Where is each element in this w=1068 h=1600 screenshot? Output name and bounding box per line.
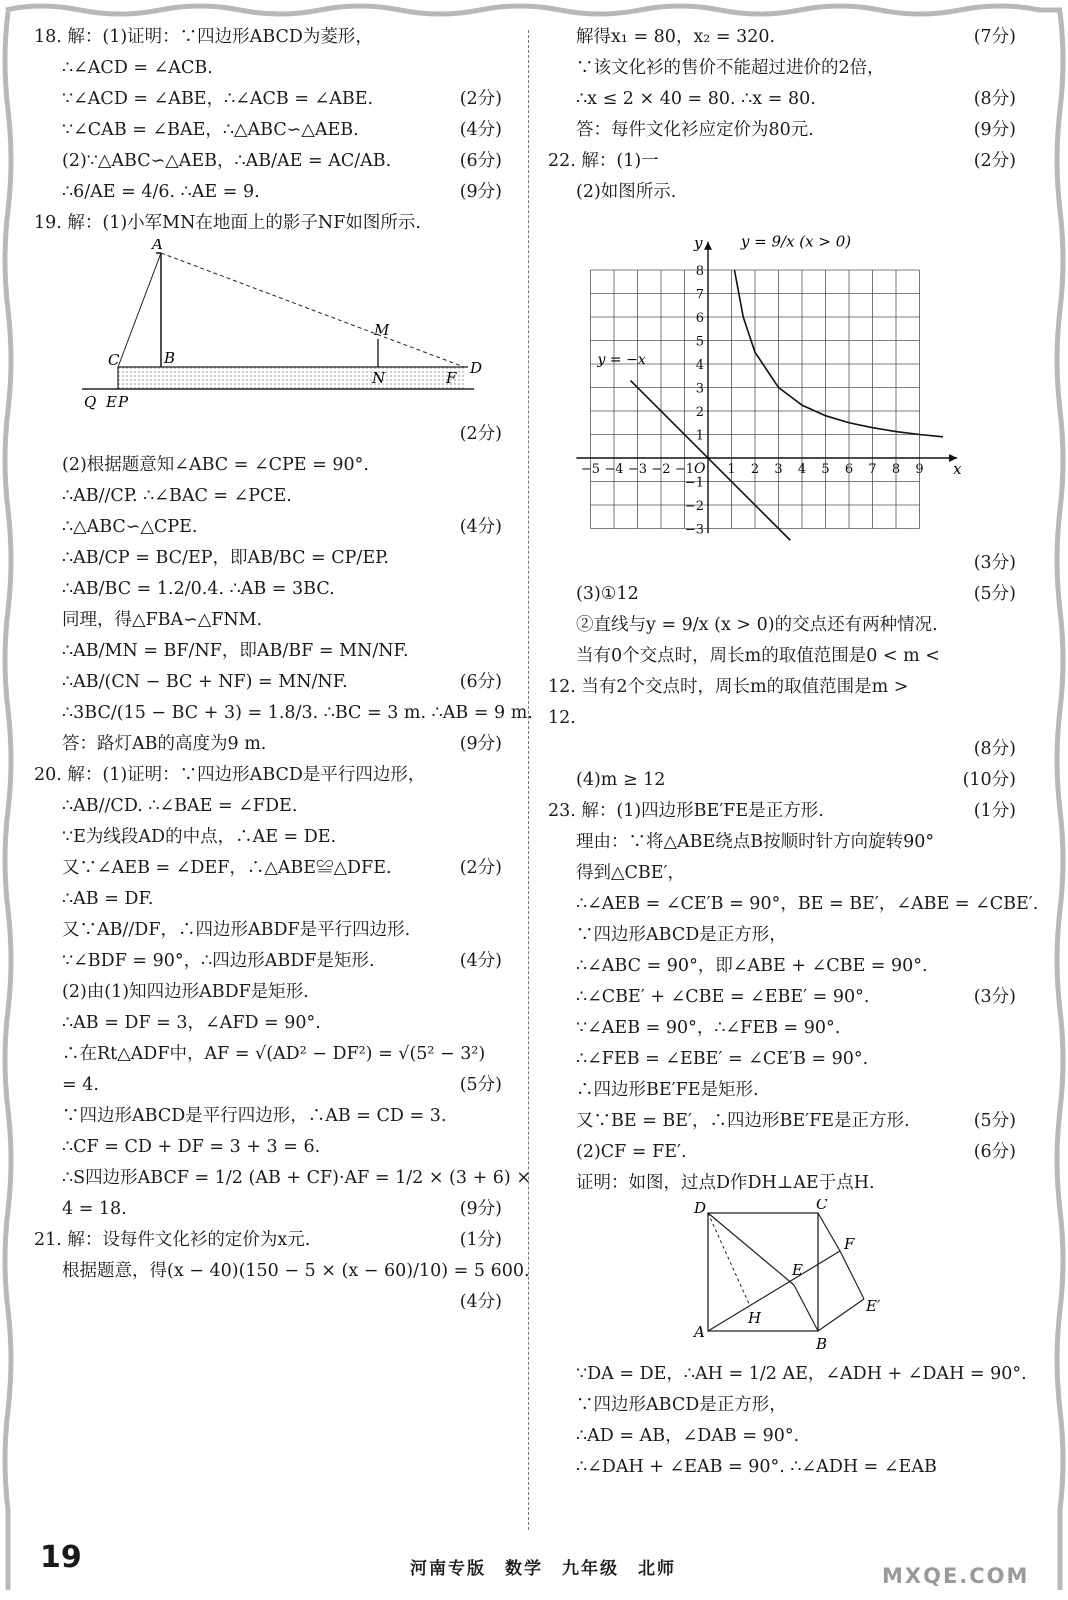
solution-line	[34, 512, 514, 543]
solution-line	[548, 734, 1028, 765]
left-column	[34, 22, 533, 1318]
label-E: E	[792, 1261, 803, 1279]
solution-line	[548, 858, 1028, 889]
solution-line	[34, 729, 514, 760]
watermark	[870, 1540, 1050, 1592]
score-mark: (6分)	[973, 1142, 1016, 1162]
label-E-prime: E′	[866, 1297, 881, 1315]
right-column	[548, 22, 1039, 1483]
line-y-neg-x	[627, 380, 790, 540]
solution-text: ∴∠ABC = 90°，即∠ABE + ∠CBE = 90°.	[576, 956, 928, 976]
solution-line	[548, 1044, 1028, 1075]
label-D: D	[470, 359, 483, 377]
question-22-rest	[548, 579, 1028, 796]
x-tick-label: 6	[844, 462, 854, 477]
solution-text: (4)m ≥ 12	[576, 770, 666, 790]
q19-heading-text: 19. 解：(1)小军MN在地面上的影子NF如图所示.	[34, 213, 421, 233]
label-A: A	[694, 1323, 705, 1341]
line-AC	[118, 253, 161, 367]
segment-E2B	[818, 1299, 864, 1331]
segment-DE	[708, 1213, 794, 1285]
light-ray-AD	[161, 253, 464, 367]
score-mark: (4分)	[459, 120, 502, 140]
book-series: 河南专版 数学 九年级 北师	[410, 1559, 676, 1579]
solution-text: ∵∠AEB = 90°，∴∠FEB = 90°.	[576, 1018, 841, 1038]
watermark-text: MXQE.COM	[882, 1564, 1030, 1588]
hyperbola-curve	[734, 270, 943, 437]
label-A: A	[152, 239, 163, 253]
label-D: D	[694, 1199, 707, 1217]
solution-line	[34, 636, 514, 667]
solution-line	[34, 1163, 531, 1194]
label-P: P	[118, 393, 129, 411]
segment-FE2	[840, 1251, 864, 1299]
solution-line	[34, 1101, 514, 1132]
solution-line	[548, 1137, 1028, 1168]
solution-text: 根据题意，得(x − 40)(150 − 5 × (x − 60)/10) = 5 600.	[62, 1261, 530, 1281]
label-C: C	[108, 351, 120, 369]
solution-line	[34, 791, 514, 822]
solution-text: 当有0个交点时，周长m的取值范围是0 < m <	[576, 646, 940, 666]
solution-line	[34, 53, 514, 84]
segment-EB	[794, 1285, 818, 1331]
solution-text: = 4.	[62, 1075, 99, 1095]
score-mark: (3分)	[973, 987, 1016, 1007]
solution-line	[548, 765, 1028, 796]
solution-text: 得到△CBE′，	[576, 863, 685, 883]
solution-text: ∴AB/(CN − BC + NF) = MN/NF.	[62, 672, 348, 692]
x-tick-label: −3	[627, 462, 648, 477]
score-mark: (6分)	[459, 672, 502, 692]
label-N: N	[372, 369, 386, 387]
score-mark: (9分)	[459, 734, 502, 754]
label-H: H	[748, 1309, 762, 1327]
solution-text: ∵DA = DE，∴AH = 1/2 AE，∠ADH + ∠DAH = 90°.	[576, 1364, 1027, 1384]
solution-text: (2)根据题意知∠ABC = ∠CPE = 90°.	[62, 455, 369, 475]
solution-text: ∴AB/MN = BF/NF，即AB/BF = MN/NF.	[62, 641, 409, 661]
solution-line	[548, 672, 1028, 703]
solution-line	[34, 1039, 514, 1070]
solution-text: ∴∠FEB = ∠EBE′ = ∠CE′B = 90°.	[576, 1049, 869, 1069]
score-mark: (5分)	[973, 1111, 1016, 1131]
solution-line	[34, 146, 514, 177]
score-mark: (7分)	[973, 27, 1016, 47]
segment-CF	[818, 1213, 840, 1251]
solution-line	[548, 1106, 1028, 1137]
y-tick-label: −2	[684, 499, 704, 514]
x-tick-label: −2	[651, 462, 671, 477]
solution-text: ∴6/AE = 4/6. ∴AE = 9.	[62, 182, 260, 202]
solution-line	[548, 796, 1028, 827]
solution-text: 18. 解：(1)证明：∵四边形ABCD为菱形，	[34, 27, 373, 47]
solution-line	[548, 641, 1028, 672]
q19-figure	[34, 239, 514, 419]
solution-line	[34, 667, 514, 698]
solution-line	[548, 1359, 1028, 1390]
solution-text: 23. 解：(1)四边形BE′FE是正方形.	[548, 801, 824, 821]
solution-text: ∴AB/CP = BC/EP，即AB/BC = CP/EP.	[62, 548, 389, 568]
solution-line	[34, 177, 514, 208]
solution-text: 4 = 18.	[62, 1199, 127, 1219]
score-mark: (8分)	[973, 739, 1016, 759]
solution-line	[34, 884, 514, 915]
q23-figure	[548, 1199, 1028, 1359]
label-F: F	[446, 369, 457, 387]
y-tick-label: −3	[684, 522, 704, 538]
score-mark: (9分)	[973, 120, 1016, 140]
y-tick-label: 2	[695, 405, 704, 420]
solution-text: ∴x ≤ 2 × 40 = 80. ∴x = 80.	[576, 89, 816, 109]
score-mark: (4分)	[459, 1292, 502, 1312]
solution-text: ∴AD = AB，∠DAB = 90°.	[576, 1426, 800, 1446]
y-tick-label: 6	[695, 311, 704, 326]
solution-line	[548, 579, 1028, 610]
solution-line	[34, 1008, 514, 1039]
solution-line	[548, 1075, 1028, 1106]
x-tick-label: 8	[891, 462, 901, 477]
solution-line	[548, 889, 1039, 920]
q23-diagram	[548, 1199, 968, 1359]
solution-line	[548, 53, 1028, 84]
score-mark: (4分)	[459, 517, 502, 537]
solution-line	[34, 977, 514, 1008]
question-19-heading	[34, 208, 514, 239]
solution-line	[548, 146, 1028, 177]
solution-line	[34, 1256, 530, 1287]
question-21-continued	[548, 22, 1028, 146]
solution-line	[548, 951, 1028, 982]
solution-text: ∵E为线段AD的中点，∴AE = DE.	[62, 827, 337, 847]
solution-text: ∵∠ACD = ∠ABE，∴∠ACB = ∠ABE.	[62, 89, 374, 109]
page-number: 19	[40, 1540, 82, 1575]
question-20	[34, 760, 531, 1225]
solution-line	[548, 610, 1028, 641]
solution-text: 证明：如图，过点D作DH⊥AE于点H.	[576, 1173, 875, 1193]
solution-line	[34, 853, 514, 884]
label-B: B	[164, 349, 176, 367]
y-axis-label: y	[694, 233, 703, 252]
solution-text: ∴∠ACD = ∠ACB.	[62, 58, 213, 78]
solution-line	[548, 1421, 1028, 1452]
solution-text: (2)由(1)知四边形ABDF是矩形.	[62, 982, 309, 1002]
solution-text: ∴AB/BC = 1.2/0.4. ∴AB = 3BC.	[62, 579, 335, 599]
solution-text: ∴四边形BE′FE是矩形.	[576, 1080, 759, 1100]
score-mark: (2分)	[973, 151, 1016, 171]
solution-line	[548, 84, 1028, 115]
solution-text: 12.	[548, 708, 576, 728]
question-18	[34, 22, 514, 208]
solution-text: ∴AB//CD. ∴∠BAE = ∠FDE.	[62, 796, 298, 816]
solution-line	[34, 84, 514, 115]
q19-figure-score: (2分)	[459, 424, 502, 444]
x-tick-label: 3	[774, 462, 783, 477]
solution-line	[548, 703, 1028, 734]
y-tick-label: 7	[695, 287, 704, 303]
q22-graph-score-line	[548, 548, 1028, 579]
solution-text: 22. 解：(1)一	[548, 151, 659, 171]
solution-text: 20. 解：(1)证明：∵四边形ABCD是平行四边形，	[34, 765, 426, 785]
y-tick-label: 4	[695, 358, 704, 373]
label-C: C	[816, 1199, 828, 1213]
solution-line	[34, 450, 514, 481]
score-mark: (8分)	[973, 89, 1016, 109]
q19-diagram	[34, 239, 504, 419]
solution-text: 解得x₁ = 80，x₂ = 320.	[576, 27, 776, 47]
solution-text: 又∵AB//DF，∴四边形ABDF是平行四边形.	[62, 920, 411, 940]
x-tick-label: 7	[868, 462, 877, 477]
y-tick-label: −1	[684, 475, 704, 491]
x-tick-label: −5	[580, 462, 601, 477]
origin-label: O	[694, 461, 706, 477]
segment-AF	[708, 1251, 840, 1331]
solution-line	[34, 1194, 514, 1225]
solution-line	[548, 1013, 1028, 1044]
solution-line	[548, 920, 1028, 951]
x-axis-label: x	[953, 460, 962, 478]
solution-line	[34, 22, 514, 53]
solution-text: 又∵∠AEB = ∠DEF，∴△ABE≌△DFE.	[62, 858, 392, 878]
x-tick-label: 9	[915, 462, 924, 477]
solution-text: ∴AB//CP. ∴∠BAC = ∠PCE.	[62, 486, 292, 506]
solution-text: 答：路灯AB的高度为9 m.	[62, 734, 267, 754]
score-mark: (2分)	[459, 89, 502, 109]
solution-text: ∵四边形ABCD是正方形，	[576, 925, 787, 945]
solution-text: ∴∠DAH + ∠EAB = 90°. ∴∠ADH = ∠EAB	[576, 1457, 937, 1477]
solution-text: (2)∵△ABC∽△AEB，∴AB/AE = AC/AB.	[62, 151, 392, 171]
score-mark: (5分)	[973, 584, 1016, 604]
score-mark: (9分)	[459, 1199, 502, 1219]
solution-text: ∴∠AEB = ∠CE′B = 90°，BE = BE′，∠ABE = ∠CBE′.	[576, 894, 1039, 914]
q22-graph-score: (3分)	[973, 553, 1016, 573]
solution-line	[548, 22, 1028, 53]
score-mark: (5分)	[459, 1075, 502, 1095]
solution-line	[34, 1132, 514, 1163]
solution-text: 12. 当有2个交点时，周长m的取值范围是m >	[548, 677, 909, 697]
solution-text: ∴CF = CD + DF = 3 + 3 = 6.	[62, 1137, 321, 1157]
score-mark: (9分)	[459, 182, 502, 202]
solution-line	[34, 698, 533, 729]
label-M: M	[374, 321, 390, 339]
solution-line	[548, 982, 1028, 1013]
solution-line	[34, 1287, 514, 1318]
solution-text: 理由：∵将△ABE绕点B按顺时针方向旋转90°	[576, 832, 935, 852]
solution-text: ∵该文化衫的售价不能超过进价的2倍，	[576, 58, 885, 78]
solution-text: (3)①12	[576, 584, 639, 604]
q19-figure-score-line	[34, 419, 514, 450]
score-mark: (4分)	[459, 951, 502, 971]
question-23-rest	[548, 1359, 1028, 1483]
solution-text: 又∵BE = BE′，∴四边形BE′FE是正方形.	[576, 1111, 910, 1131]
solution-line	[34, 760, 514, 791]
q22-graph	[548, 208, 1028, 548]
score-mark: (6分)	[459, 151, 502, 171]
solution-text: ∴△ABC∽△CPE.	[62, 517, 198, 537]
label-B: B	[816, 1335, 828, 1353]
solution-text: ∴AB = DF = 3，∠AFD = 90°.	[62, 1013, 321, 1033]
solution-text: ∴AB = DF.	[62, 889, 154, 909]
curve-label: y = 9/x (x > 0)	[740, 232, 852, 251]
solution-text: (2)如图所示.	[576, 182, 677, 202]
ground-shading	[118, 367, 464, 389]
x-tick-label: 4	[797, 462, 807, 477]
label-Q: Q	[84, 393, 97, 411]
solution-text: ∵四边形ABCD是正方形，	[576, 1395, 787, 1415]
solution-line	[34, 915, 514, 946]
solution-line	[548, 1390, 1028, 1421]
solution-line	[34, 481, 514, 512]
line-label: y = −x	[597, 352, 646, 368]
solution-line	[34, 822, 514, 853]
solution-line	[34, 1070, 514, 1101]
solution-line	[548, 177, 1028, 208]
solution-text: ∵∠BDF = 90°，∴四边形ABDF是矩形.	[62, 951, 375, 971]
y-tick-label: 1	[695, 428, 704, 444]
label-E: E	[106, 393, 117, 411]
y-tick-label: 8	[695, 264, 704, 279]
score-mark: (2分)	[459, 858, 502, 878]
solution-line	[548, 1452, 1028, 1483]
y-tick-label: 5	[695, 334, 704, 350]
x-tick-label: 2	[750, 462, 760, 477]
solution-line	[548, 115, 1028, 146]
score-mark: (1分)	[459, 1230, 502, 1250]
y-axis-arrow	[704, 242, 712, 250]
solution-text: ∴3BC/(15 − BC + 3) = 1.8/3. ∴BC = 3 m. ∴AB = 9 m.	[62, 703, 533, 723]
solution-text: 同理，得△FBA∽△FNM.	[62, 610, 263, 630]
score-mark: (10分)	[962, 770, 1016, 790]
function-graph	[548, 208, 968, 548]
x-tick-label: 5	[821, 462, 830, 477]
segment-DH	[708, 1213, 750, 1306]
x-tick-label: −1	[674, 462, 695, 477]
solution-line	[34, 946, 514, 977]
solution-line	[34, 1225, 514, 1256]
solution-line	[548, 1168, 1028, 1199]
y-tick-label: 3	[695, 381, 704, 397]
solution-text: ∴∠CBE′ + ∠CBE = ∠EBE′ = 90°.	[576, 987, 870, 1007]
solution-line	[548, 827, 1028, 858]
solution-text: 21. 解：设每件文化衫的定价为x元.	[34, 1230, 311, 1250]
question-23	[548, 796, 1039, 1199]
label-F: F	[844, 1235, 855, 1253]
solution-line	[34, 605, 514, 636]
solution-line	[34, 574, 514, 605]
solution-line	[34, 115, 514, 146]
x-tick-label: −4	[604, 462, 624, 477]
solution-text: ②直线与y = 9/x (x > 0)的交点还有两种情况.	[576, 615, 938, 635]
x-tick-label: 1	[727, 462, 736, 477]
question-22-heading	[548, 146, 1028, 208]
solution-text: ∴S四边形ABCF = 1/2 (AB + CF)·AF = 1/2 × (3 + 6) ×	[62, 1168, 531, 1188]
page-footer	[0, 1540, 1068, 1590]
solution-text: 答：每件文化衫应定价为80元.	[576, 120, 814, 140]
solution-text: ∴在Rt△ADF中，AF = √(AD² − DF²) = √(5² − 3²)	[62, 1044, 486, 1064]
score-mark: (1分)	[973, 801, 1016, 821]
solution-text: (2)CF = FE′.	[576, 1142, 687, 1162]
solution-text: ∵∠CAB = ∠BAE，∴△ABC∽△AEB.	[62, 120, 359, 140]
question-19	[34, 450, 533, 760]
solution-line	[34, 543, 514, 574]
question-21	[34, 1225, 530, 1318]
solution-text: ∵四边形ABCD是平行四边形，∴AB = CD = 3.	[62, 1106, 447, 1126]
column-divider	[528, 30, 529, 1530]
